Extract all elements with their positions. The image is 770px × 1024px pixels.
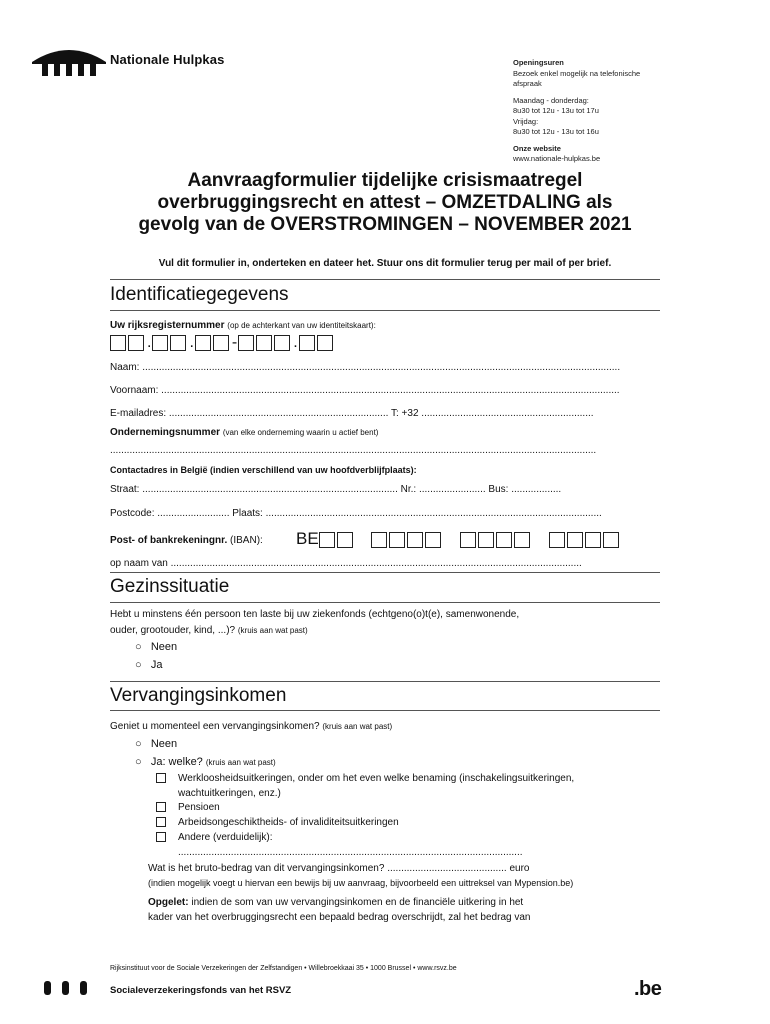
- check-other[interactable]: [156, 832, 273, 843]
- company-label-row: [110, 427, 378, 438]
- checkbox-icon: [156, 832, 166, 842]
- form-title: [60, 170, 710, 236]
- hours-friday: 8u30 tot 12u - 13u tot 16u: [513, 127, 599, 136]
- account-holder-field[interactable]: op naam van ....................................................................................................................................................: [110, 558, 582, 569]
- footer-brand: Socialeverzekeringsfonds van het RSVZ: [110, 985, 292, 996]
- family-question-hint: (kruis aan wat past): [237, 626, 308, 635]
- name-field[interactable]: Naam: ............................................................................................................................................................................: [110, 362, 621, 373]
- rrn-input-boxes[interactable]: . . - .: [110, 332, 335, 354]
- address-label: Contactadres in België: [110, 465, 208, 475]
- rrn-label: Uw rijksregisternummer: [110, 320, 225, 331]
- replacement-question-row: [110, 721, 392, 732]
- family-option-yes[interactable]: [135, 659, 162, 671]
- check-label: Arbeidsongeschiktheids- of invaliditeitsuitkeringen: [178, 817, 399, 828]
- bank-label-row: [110, 535, 263, 546]
- family-question-row: [110, 625, 308, 636]
- footer-institute: Rijksinstituut voor de Sociale Verzekeringen der Zelfstandigen • Willebroekkaai 35 • 1000 Brussel • www.rsvz.be: [110, 965, 457, 972]
- checkbox-icon: [156, 773, 166, 783]
- hours-weekdays-label: Maandag - donderdag:: [513, 95, 589, 105]
- bank-label: Post- of bankrekeningnr.: [110, 535, 228, 546]
- section-heading-family: Gezinssituatie: [110, 576, 230, 597]
- check-pension[interactable]: [156, 802, 220, 813]
- street-field[interactable]: Straat: ............................................................................................ Nr.: ........................ Bus: ..................: [110, 484, 562, 495]
- radio-circle-icon: ○: [135, 756, 142, 768]
- check-label: Werkloosheidsuitkeringen, onder om het even welke benaming (inschakelingsuitkeringen,: [178, 773, 575, 784]
- note-line1-row: [148, 897, 523, 908]
- section-heading-replacement: Vervangingsinkomen: [110, 685, 287, 706]
- website-link[interactable]: www.nationale-hulpkas.be: [513, 154, 601, 163]
- title-line-2: overbruggingsrecht en attest – OMZETDALING als: [157, 192, 613, 213]
- title-line-3: gevolg van de OVERSTROMINGEN – NOVEMBER 2021: [138, 214, 632, 235]
- divider: [110, 310, 660, 311]
- intro-text: Vul dit formulier in, onderteken en dateer het. Stuur ons dit formulier terug per mail of per brief.: [158, 258, 612, 269]
- family-option-no-label: Neen: [150, 641, 178, 653]
- family-option-no[interactable]: [135, 641, 177, 653]
- other-specify-field[interactable]: ............................................................................................................................: [178, 847, 523, 858]
- iban-prefix: BE: [296, 529, 319, 548]
- section-heading-identification: Identificatiegegevens: [110, 284, 289, 305]
- family-question-line1: Hebt u minstens één persoon ten laste bij uw ziekenfonds (echtgeno(o)t(e), samenwonende,: [110, 609, 520, 620]
- opening-title: Openingsuren: [513, 58, 564, 67]
- note-label: Opgelet:: [148, 897, 189, 908]
- rrn-label-row: [110, 320, 376, 331]
- replacement-question-hint: (kruis aan wat past): [322, 722, 393, 731]
- hours-weekdays: 8u30 tot 12u - 13u tot 17u: [513, 106, 599, 115]
- address-hint: (indien verschillend van uw hoofdverblijfplaats):: [210, 465, 417, 475]
- radio-circle-icon: ○: [135, 659, 142, 671]
- gross-amount-field[interactable]: Wat is het bruto-bedrag van dit vervangingsinkomen? ........................................... euro: [148, 863, 530, 874]
- checkbox-icon: [156, 817, 166, 827]
- radio-circle-icon: ○: [135, 738, 142, 750]
- gross-amount-hint: (indien mogelijk voegt u hiervan een bewijs bij uw aanvraag, bijvoorbeeld een uittreksel van Mypension.be): [148, 878, 574, 888]
- replacement-option-yes[interactable]: [135, 756, 276, 768]
- hours-friday-label: Vrijdag:: [513, 116, 539, 126]
- divider: [110, 279, 660, 280]
- replacement-option-yes-label: Ja: welke?: [150, 756, 203, 768]
- title-line-1: Aanvraagformulier tijdelijke crisismaatregel: [187, 170, 583, 191]
- check-disability[interactable]: [156, 817, 399, 828]
- replacement-option-no-label: Neen: [150, 738, 178, 750]
- family-question-line2: ouder, grootouder, kind, ...)?: [110, 625, 236, 636]
- replacement-option-yes-hint: (kruis aan wat past): [205, 758, 276, 767]
- checkbox-icon: [156, 802, 166, 812]
- replacement-option-no[interactable]: [135, 738, 177, 750]
- note-line2: kader van het overbruggingsrecht een bepaald bedrag overschrijdt, zal het bedrag van: [148, 912, 531, 923]
- address-label-row: [110, 465, 417, 475]
- logo-name: Nationale Hulpkas: [110, 52, 225, 67]
- be-logo: .be: [634, 978, 662, 1000]
- radio-circle-icon: ○: [135, 641, 142, 653]
- divider: [110, 572, 660, 573]
- divider: [110, 681, 660, 682]
- opening-note: Bezoek enkel mogelijk na telefonische afspraak: [513, 68, 641, 88]
- check-label: Andere (verduidelijk):: [178, 832, 273, 843]
- company-field[interactable]: ...............................................................................................................................................................................: [110, 445, 597, 456]
- check-unemployment[interactable]: [156, 773, 574, 784]
- check-unemployment-cont: wachtuitkeringen, enz.): [178, 788, 281, 799]
- company-hint: (van elke onderneming waarin u actief bent): [222, 428, 379, 437]
- rrn-hint: (op de achterkant van uw identiteitskaart):: [227, 321, 376, 330]
- iban-input-boxes[interactable]: [296, 529, 621, 549]
- rsvz-bars-icon: [42, 978, 90, 996]
- divider: [110, 710, 660, 711]
- website-title: Onze website: [513, 143, 561, 153]
- postcode-field[interactable]: Postcode: .......................... Plaats: .........................................................................................................................: [110, 508, 602, 519]
- bank-iban-hint: (IBAN):: [230, 535, 263, 546]
- firstname-field[interactable]: Voornaam: .....................................................................................................................................................................: [110, 385, 620, 396]
- opening-hours-block: [513, 58, 673, 165]
- note-line1: indien de som van uw vervangingsinkomen en de financiële uitkering in het: [191, 897, 524, 908]
- replacement-question: Geniet u momenteel een vervangingsinkomen?: [110, 721, 320, 732]
- divider: [110, 602, 660, 603]
- email-phone-field[interactable]: E-mailadres: ............................................................................... T: +32 ..............................................................: [110, 408, 594, 419]
- family-option-yes-label: Ja: [150, 659, 163, 671]
- company-label: Ondernemingsnummer: [110, 427, 221, 438]
- nationale-hulpkas-logo-icon: [30, 42, 108, 78]
- check-label: Pensioen: [178, 802, 220, 813]
